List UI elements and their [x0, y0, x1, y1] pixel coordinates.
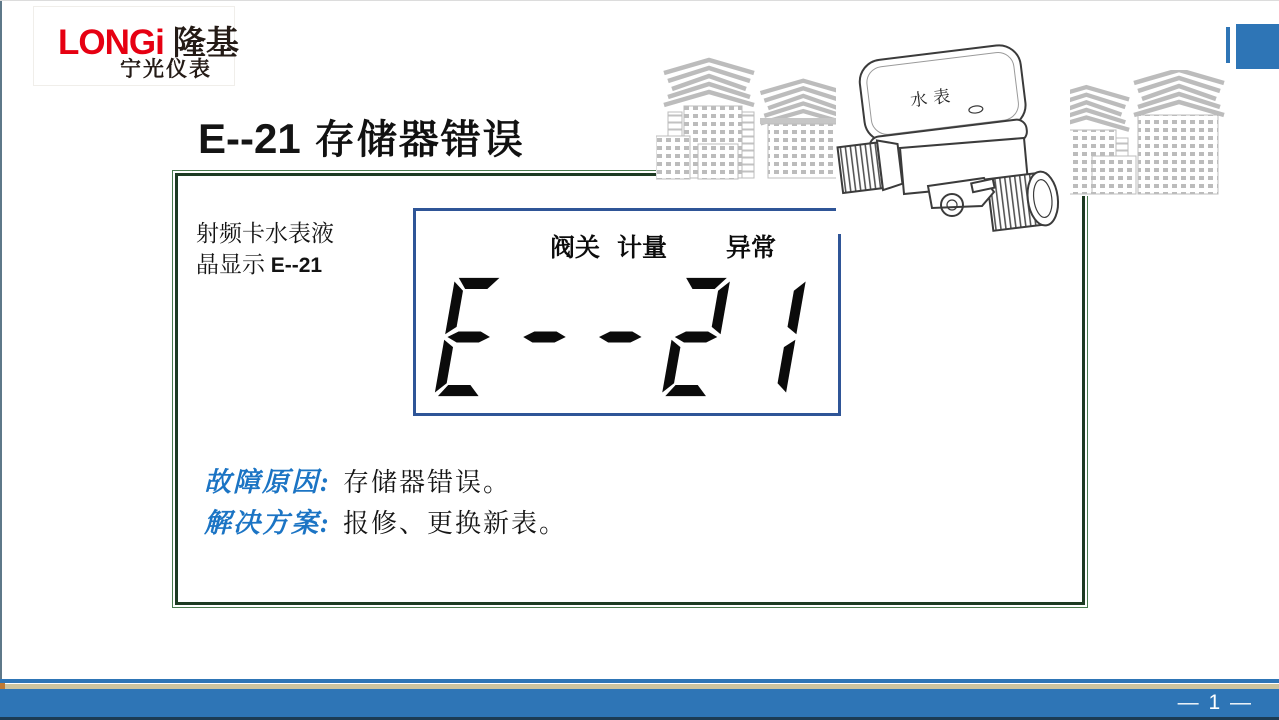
fault-cause-label: 故障原因:: [204, 467, 331, 497]
seven-segment-readout: [432, 276, 838, 403]
page-number: — 1 —: [1177, 691, 1253, 714]
slide-left-edge: [0, 0, 2, 720]
lcd-annunciators: [416, 228, 838, 264]
logo-subtitle: 宁光仪表: [120, 58, 212, 81]
city-buildings-illustration-left: [656, 56, 862, 180]
lcd-description-code: E--21: [270, 254, 323, 277]
water-meter-illustration: [836, 16, 1070, 234]
footer-rule-blue: [0, 679, 1279, 683]
logo-brand-chinese: 隆基: [172, 24, 239, 61]
title-error-name: 存储器错误: [314, 117, 525, 162]
fault-solution-label: 解决方案:: [204, 508, 331, 538]
page-title: [198, 108, 525, 165]
top-right-accent-bar: [1226, 27, 1230, 63]
fault-solution-content: 报修、更换新表。: [343, 509, 568, 538]
fault-info: [204, 460, 567, 542]
slide-top-edge: [0, 0, 1279, 1]
footer-band: [0, 689, 1279, 720]
longi-logo: [33, 6, 239, 86]
top-right-accent-rect: [1236, 24, 1279, 69]
fault-cause-row: [204, 460, 567, 501]
fault-solution-row: [204, 501, 567, 542]
water-meter-label: 水表: [909, 85, 958, 111]
annunciator-metering: 计量: [616, 234, 667, 262]
annunciator-abnormal: 异常: [725, 234, 776, 262]
lcd-display-panel: [413, 208, 841, 416]
lcd-description: [196, 218, 346, 281]
annunciator-valve-closed: 阀关: [550, 234, 601, 262]
logo-brand-latin: LONGi: [58, 23, 164, 62]
fault-cause-content: 存储器错误。: [343, 468, 512, 497]
lcd-description-text: 射频卡水表液晶显示: [196, 221, 334, 277]
title-error-code: E--21: [198, 115, 301, 162]
